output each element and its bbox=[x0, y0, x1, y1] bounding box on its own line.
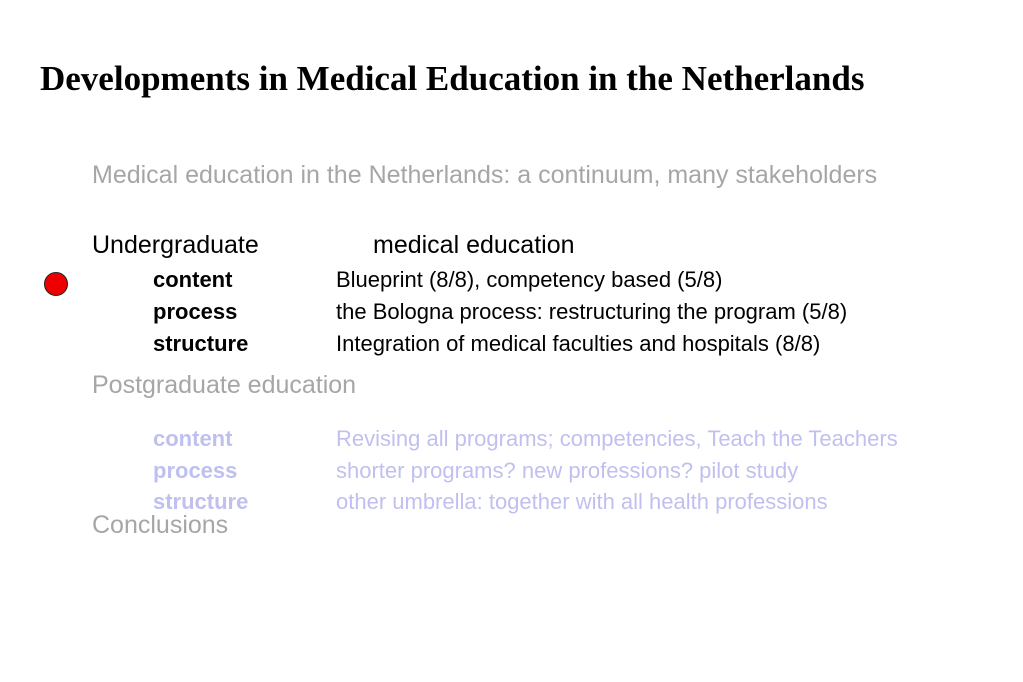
current-section-marker-icon bbox=[44, 272, 68, 296]
undergraduate-structure-label: structure bbox=[153, 331, 249, 356]
undergraduate-content-label: content bbox=[153, 267, 233, 292]
undergraduate-structure-value: Integration of medical faculties and hospitals (8/8) bbox=[336, 331, 821, 356]
postgraduate-heading: Postgraduate education bbox=[92, 371, 357, 399]
postgraduate-content-value: Revising all programs; competencies, Teach the Teachers bbox=[336, 426, 898, 451]
intro-line: Medical education in the Netherlands: a continuum, many stakeholders bbox=[92, 161, 878, 189]
undergraduate-heading-right: medical education bbox=[373, 231, 575, 259]
slide-title: Developments in Medical Education in the Netherlands bbox=[40, 59, 865, 98]
postgraduate-process-value: shorter programs? new professions? pilot study bbox=[336, 458, 799, 483]
postgraduate-structure-value: other umbrella: together with all health professions bbox=[336, 489, 828, 514]
undergraduate-process-label: process bbox=[153, 299, 238, 324]
postgraduate-process-label: process bbox=[153, 458, 238, 483]
postgraduate-structure-label: structure bbox=[153, 489, 249, 514]
undergraduate-process-value: the Bologna process: restructuring the program (5/8) bbox=[336, 299, 848, 324]
undergraduate-heading-left: Undergraduate bbox=[92, 231, 259, 259]
conclusions-heading: Conclusions bbox=[92, 511, 229, 539]
postgraduate-content-label: content bbox=[153, 426, 233, 451]
undergraduate-content-value: Blueprint (8/8), competency based (5/8) bbox=[336, 267, 723, 292]
